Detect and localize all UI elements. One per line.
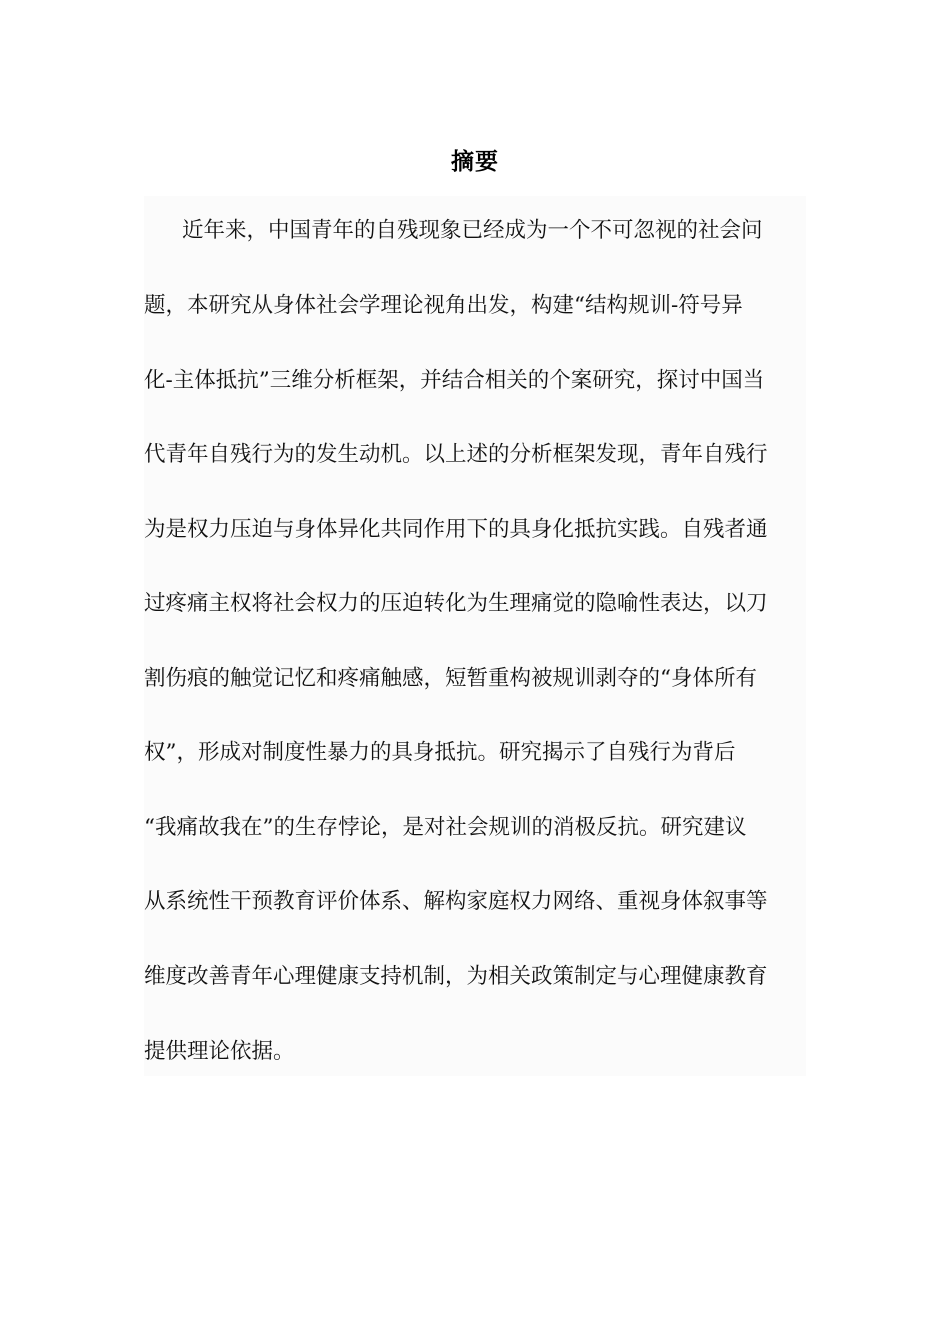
abstract-line-3: 化-主体抵抗”三维分析框架，并结合相关的个案研究，探讨中国当 <box>144 368 765 393</box>
abstract-line-12: 提供理论依据。 <box>144 1039 295 1064</box>
abstract-line-8: 权”，形成对制度性暴力的具身抵抗。研究揭示了自残行为背后 <box>144 740 736 765</box>
abstract-line-5: 为是权力压迫与身体异化共同作用下的具身化抵抗实践。自残者通 <box>144 517 768 542</box>
abstract-line-6: 过疼痛主权将社会权力的压迫转化为生理痛觉的隐喻性表达，以刀 <box>144 591 768 616</box>
abstract-background <box>144 196 806 1076</box>
abstract-line-7: 割伤痕的触觉记忆和疼痛触感，短暂重构被规训剥夺的“身体所有 <box>144 666 757 691</box>
abstract-title: 摘要 <box>451 149 499 175</box>
abstract-line-9: “我痛故我在”的生存悖论，是对社会规训的消极反抗。研究建议 <box>144 815 747 840</box>
abstract-line-10: 从系统性干预教育评价体系、解构家庭权力网络、重视身体叙事等 <box>144 889 768 914</box>
abstract-line-11: 维度改善青年心理健康支持机制，为相关政策制定与心理健康教育 <box>144 964 768 989</box>
abstract-line-4: 代青年自残行为的发生动机。以上述的分析框架发现，青年自残行 <box>144 442 768 467</box>
abstract-line-1: 近年来，中国青年的自残现象已经成为一个不可忽视的社会问 <box>182 218 763 243</box>
abstract-line-2: 题，本研究从身体社会学理论视角出发，构建“结构规训-符号异 <box>144 293 743 318</box>
